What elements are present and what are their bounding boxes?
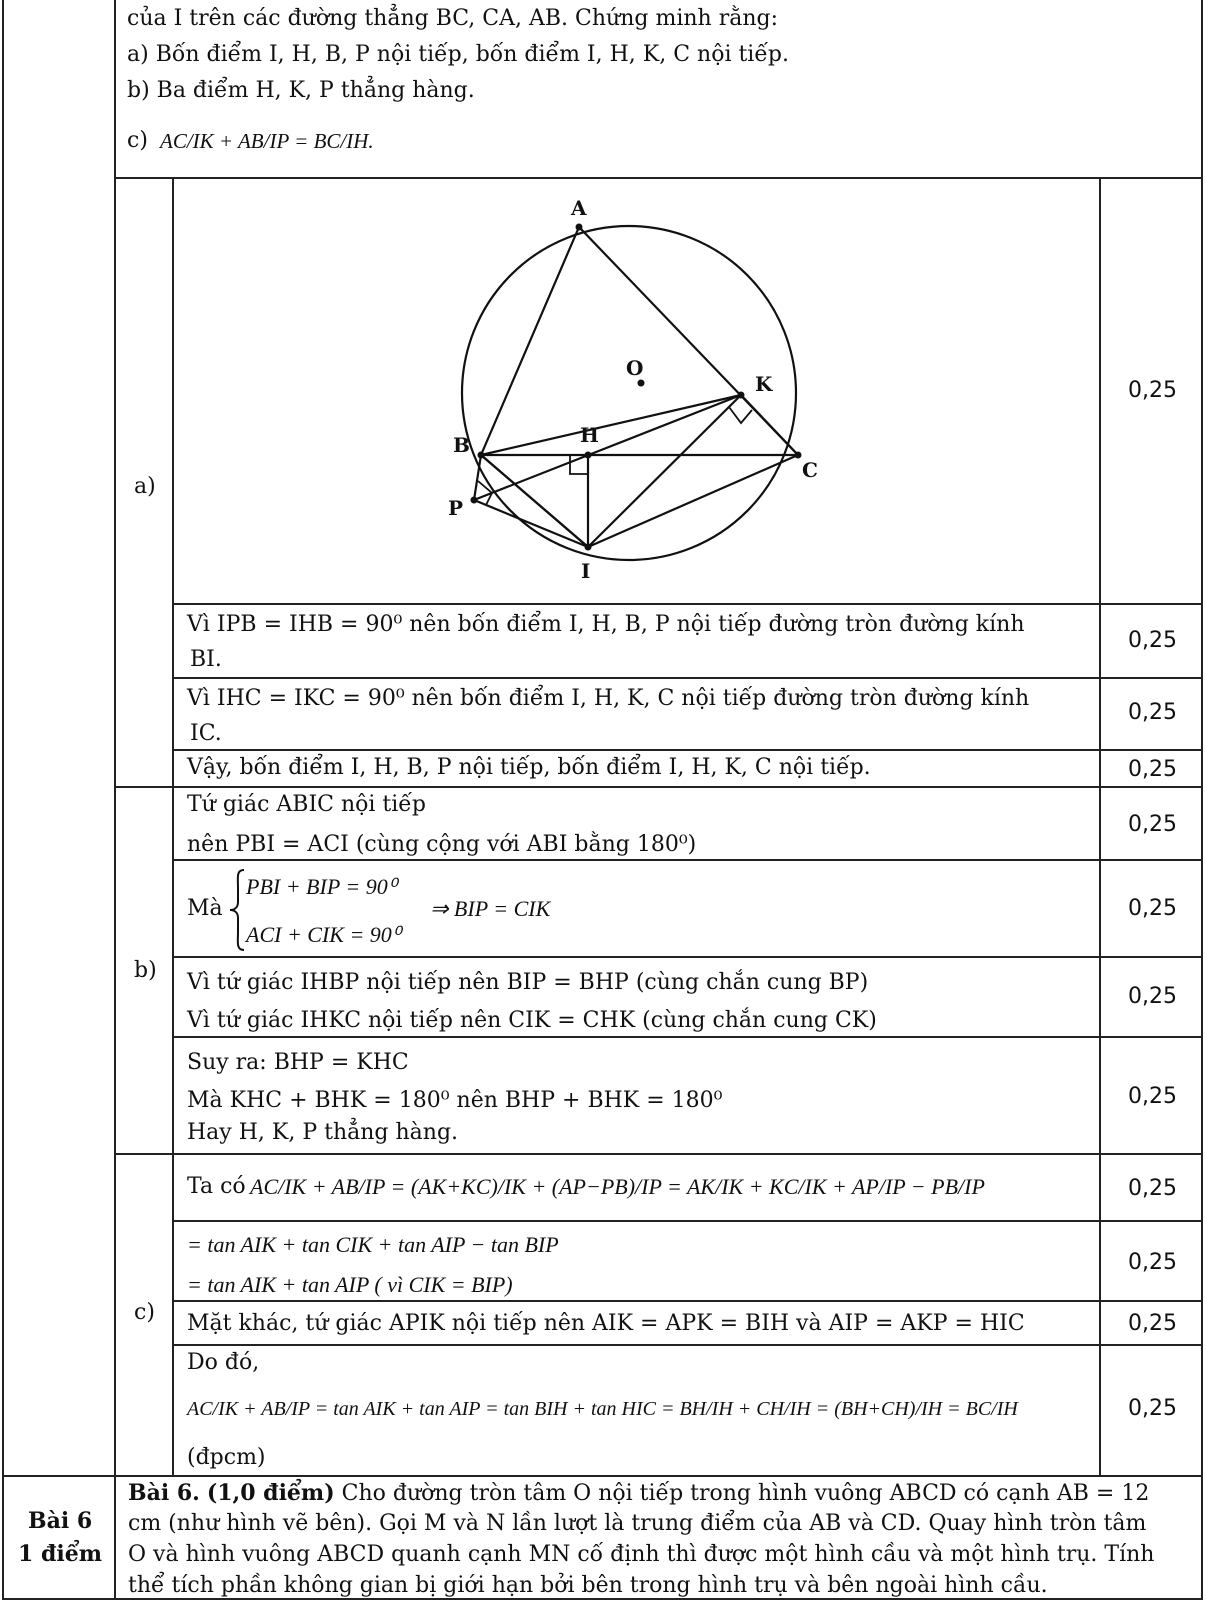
problem6-text-line2: cm (như hình vẽ bên). Gọi M và N lần lượt là trung điểm của AB và CD. Quay hình tròn tâm (128, 1511, 1147, 1536)
solution-a-row2-line1: Vì IHC = IKC = 90⁰ nên bốn điểm I, H, K, C nội tiếp đường tròn đường kính (187, 686, 1030, 711)
solution-b-row3-line1: Vì tứ giác IHBP nội tiếp nên BIP = BHP (cùng chắn cung BP) (187, 970, 869, 995)
solution-b-row4-line3: Hay H, K, P thẳng hàng. (187, 1120, 459, 1145)
problem6-text-line1: Cho đường tròn tâm O nội tiếp trong hình vuông ABCD có cạnh AB = 12 (341, 1481, 1150, 1506)
table-row-line (172, 1220, 1203, 1222)
solution-b-row4-line1: Suy ra: BHP = KHC (187, 1050, 409, 1075)
section-a-label: a) (134, 474, 156, 499)
table-row-line (172, 677, 1203, 679)
problem-part-c-formula: AC/IK + AB/IP = BC/IH. (160, 129, 374, 153)
solution-c-row4-line3: (đpcm) (187, 1445, 266, 1470)
solution-b-row3-line2: Vì tứ giác IHKC nội tiếp nên CIK = CHK (cùng chắn cung CK) (187, 1008, 877, 1033)
brace-icon (228, 868, 248, 952)
solution-c-row4-expr: AC/IK + AB/IP = tan AIK + tan AIP = tan BIH + tan HIC = BH/IH + CH/IH = (BH+CH)/IH = BC/IH (187, 1398, 1018, 1420)
triangle-abc (481, 227, 798, 455)
solution-a-row1-line1: Vì IPB = IHB = 90⁰ nên bốn điểm I, H, B, P nội tiếp đường tròn đường kính (187, 612, 1025, 637)
table-row-line (114, 177, 1203, 179)
score: 0,25 (1128, 1311, 1177, 1336)
score: 0,25 (1128, 984, 1177, 1009)
problem-intro-line: của I trên các đường thẳng BC, CA, AB. Chứng minh rằng: (127, 6, 778, 31)
solution-a-row3: Vậy, bốn điểm I, H, B, P nội tiếp, bốn điểm I, H, K, C nội tiếp. (187, 755, 871, 780)
solution-a-row2-line2: IC. (190, 721, 222, 746)
solution-b-row2-eq2: ACI + CIK = 90⁰ (246, 922, 401, 947)
solution-c-row3: Mặt khác, tứ giác APIK nội tiếp nên AIK = APK = BIH và AIP = AKP = HIC (187, 1311, 1025, 1336)
solution-c-row1-prefix: Ta có (187, 1174, 246, 1199)
table-row-line (172, 1036, 1203, 1038)
point-label-k: K (755, 372, 773, 396)
table-border-right (1201, 0, 1203, 1600)
segment-ik (588, 395, 741, 547)
section-c-label: c) (134, 1300, 155, 1325)
point-label-b: B (453, 433, 470, 457)
solution-a-row1-line2: BI. (190, 647, 222, 672)
solution-c-row4-line1: Do đó, (187, 1350, 260, 1375)
table-col-line-2 (172, 177, 174, 1476)
table-row-line (172, 956, 1203, 958)
score: 0,25 (1128, 757, 1177, 782)
score: 0,25 (1128, 628, 1177, 653)
solution-b-row4-line2: Mà KHC + BHK = 180⁰ nên BHP + BHK = 180⁰ (187, 1088, 723, 1113)
circumscribed-circle (462, 226, 796, 560)
solution-c-row2-line1: = tan AIK + tan CIK + tan AIP − tan BIP (187, 1232, 559, 1257)
score: 0,25 (1128, 700, 1177, 725)
solution-c-row2-line2: = tan AIK + tan AIP ( vì CIK = BIP) (187, 1272, 513, 1297)
section-b-label: b) (134, 958, 157, 983)
score: 0,25 (1128, 378, 1177, 403)
solution-b-row2-prefix: Mà (187, 896, 223, 921)
table-row-line (172, 603, 1203, 605)
table-row-line (172, 859, 1203, 861)
score: 0,25 (1128, 1176, 1177, 1201)
segment-ic (588, 455, 798, 547)
point-label-p: P (448, 496, 464, 520)
problem6-text-line4: thể tích phần không gian bị giới hạn bởi bên trong hình trụ và bên ngoài hình cầu. (128, 1573, 1048, 1598)
table-row-line (114, 1153, 1203, 1155)
solution-b-row2-result: ⇒ BIP = CIK (430, 896, 551, 921)
solution-b-row1-line2: nên PBI = ACI (cùng cộng với ABI bằng 180⁰) (187, 832, 697, 857)
score: 0,25 (1128, 1396, 1177, 1421)
table-row-line (172, 749, 1203, 751)
point-label-i: I (581, 559, 591, 583)
problem6-label: Bài 6 (28, 1508, 93, 1534)
table-col-line-1b (114, 1476, 116, 1600)
table-row-line (172, 1300, 1203, 1302)
point-label-h: H (580, 423, 599, 447)
geometry-figure (440, 195, 840, 585)
table-row-line (172, 1344, 1203, 1346)
table-border-left (2, 0, 4, 1600)
solution-c-row1-expr: AC/IK + AB/IP = (AK+KC)/IK + (AP−PB)/IP = AK/IK + KC/IK + AP/IP − PB/IP (250, 1174, 985, 1199)
segment-pi (474, 500, 588, 547)
point-label-a: A (571, 196, 587, 220)
point-label-c: C (802, 458, 818, 482)
score: 0,25 (1128, 1250, 1177, 1275)
solution-b-row1-line1: Tứ giác ABIC nội tiếp (187, 792, 426, 817)
solution-b-row2-eq1: PBI + BIP = 90⁰ (246, 874, 397, 899)
score: 0,25 (1128, 812, 1177, 837)
table-row-line (114, 786, 1203, 788)
problem-part-a: a) Bốn điểm I, H, B, P nội tiếp, bốn điểm I, H, K, C nội tiếp. (127, 42, 789, 67)
score: 0,25 (1128, 896, 1177, 921)
table-row-line (2, 1475, 1203, 1477)
table-col-line-3 (1099, 177, 1101, 1476)
table-col-line-1 (114, 0, 116, 1476)
problem6-points-label: 1 điểm (18, 1541, 102, 1567)
problem6-text-line3: O và hình vuông ABCD quanh cạnh MN cố định thì được một hình cầu và một hình trụ. Tính (128, 1542, 1155, 1567)
problem-part-c-label: c) (127, 128, 148, 153)
problem6-title: Bài 6. (128, 1480, 200, 1506)
score: 0,25 (1128, 1084, 1177, 1109)
problem-part-b: b) Ba điểm H, K, P thẳng hàng. (127, 78, 475, 103)
point-label-o: O (626, 356, 644, 380)
problem6-points: (1,0 điểm) (206, 1480, 335, 1506)
